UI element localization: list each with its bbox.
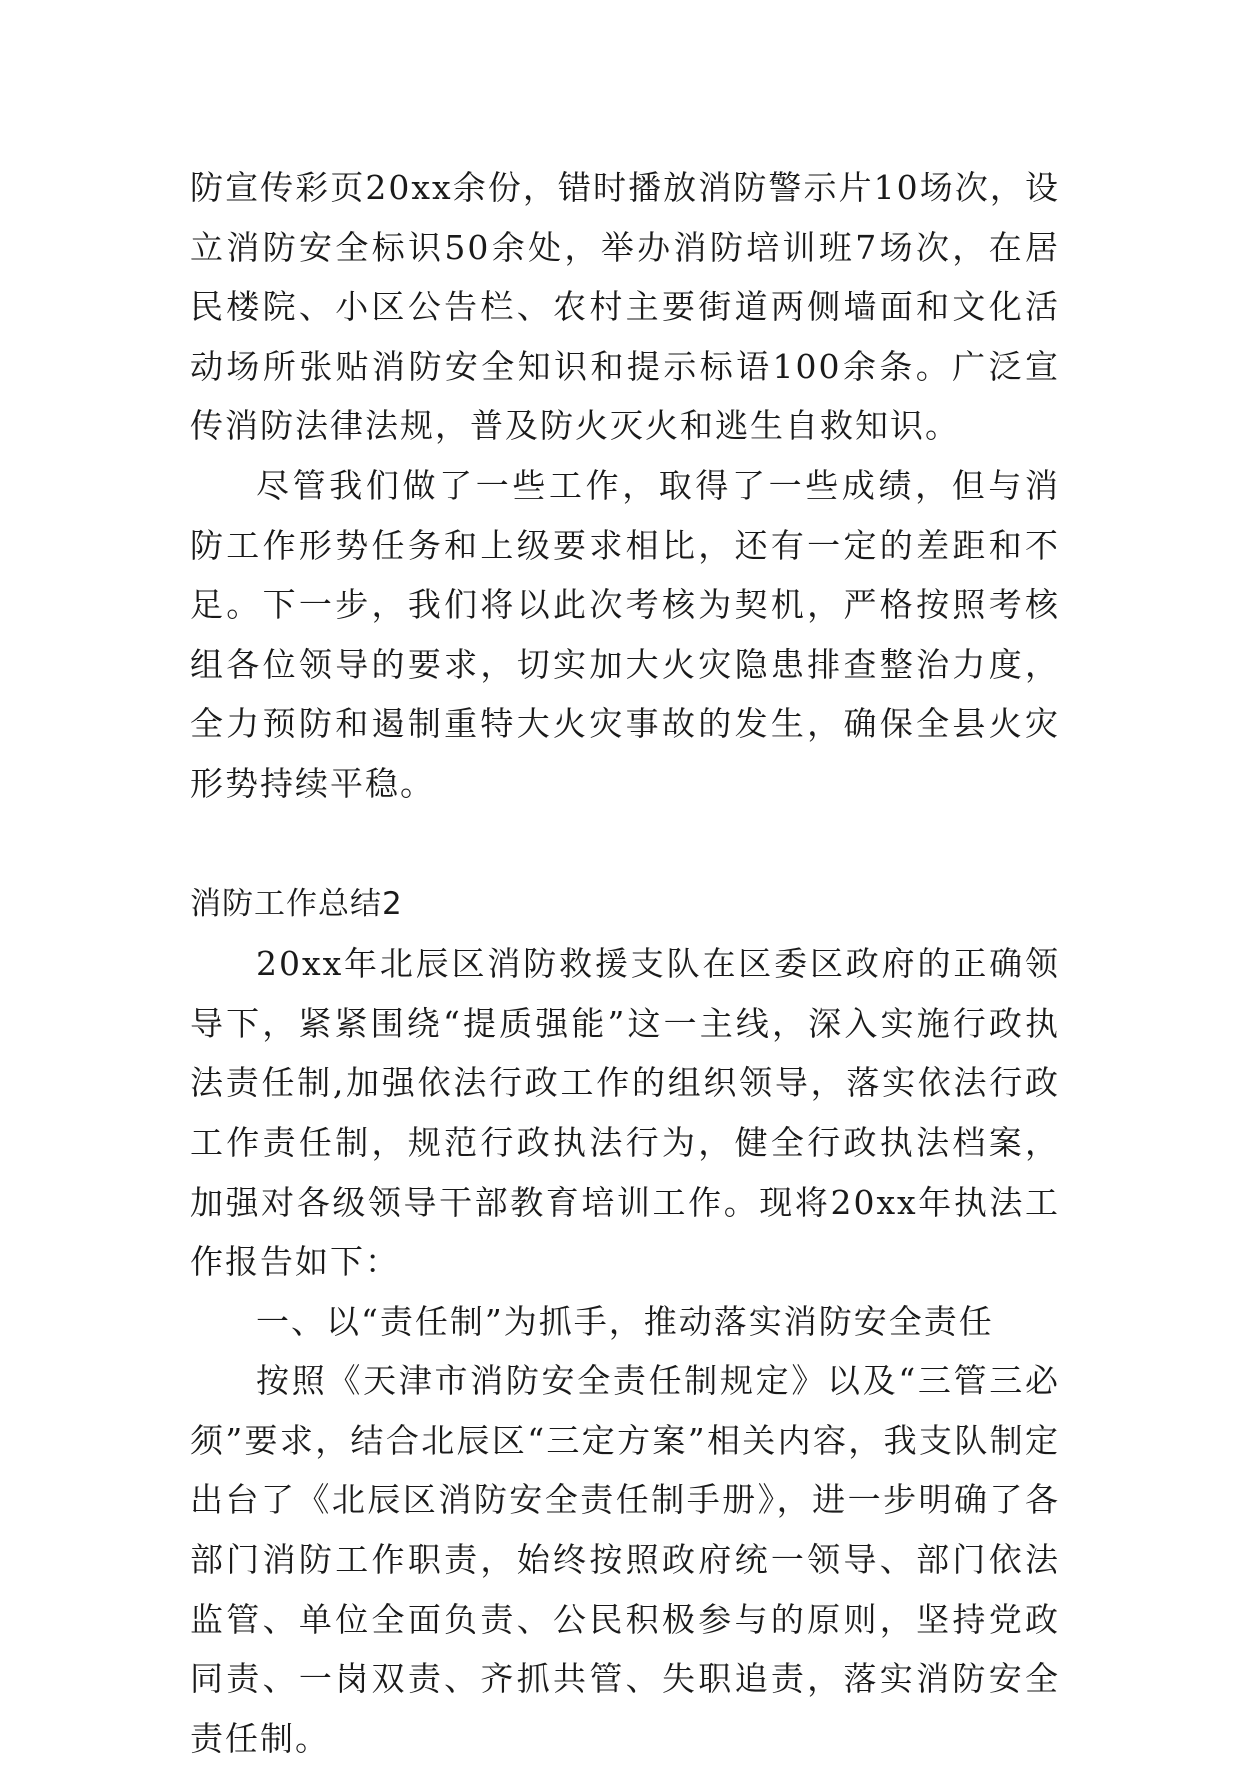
subsection-heading: 一、以“责任制”为抓手，推动落实消防安全责任 xyxy=(256,1301,994,1341)
body-paragraph-continued: 防宣传彩页20xx余份，错时播放消防警示片10场次，设立消防安全标识50余处，举办消防培训班7场次，在居民楼院、小区公告栏、农村主要街道两侧墙面和文化活动场所张贴消防安全知识和提示标语100余条。广泛宣传消防法律法规，普及防火灭火和逃生自救知识。 xyxy=(190,168,1060,446)
body-paragraph-intro: 20xx年北辰区消防救援支队在区委区政府的正确领导下，紧紧围绕“提质强能”这一主线，深入实施行政执法责任制,加强依法行政工作的组织领导，落实依法行政工作责任制，规范行政执法行为，健全行政执法档案，加强对各级领导干部教育培训工作。现将20xx年执法工作报告如下： xyxy=(190,944,1060,1282)
section-spacer xyxy=(190,814,1060,875)
section-title: 消防工作总结2 xyxy=(190,885,403,922)
body-paragraph-summary: 尽管我们做了一些工作，取得了一些成绩，但与消防工作形势任务和上级要求相比，还有一定的差距和不足。下一步，我们将以此次考核为契机，严格按照考核组各位领导的要求，切实加大火灾隐患排查整治力度，全力预防和遏制重特大火灾事故的发生，确保全县火灾形势持续平稳。 xyxy=(190,465,1060,803)
body-paragraph-responsibility: 按照《天津市消防安全责任制规定》以及“三管三必须”要求，结合北辰区“三定方案”相关内容，我支队制定出台了《北辰区消防安全责任制手册》，进一步明确了各部门消防工作职责，始终按照政府统一领导、部门依法监管、单位全面负责、公民积极参与的原则，坚持党政同责、一岗双责、齐抓共管、失职追责，落实消防安全责任制。 xyxy=(190,1361,1060,1758)
document-body xyxy=(190,158,1060,1768)
